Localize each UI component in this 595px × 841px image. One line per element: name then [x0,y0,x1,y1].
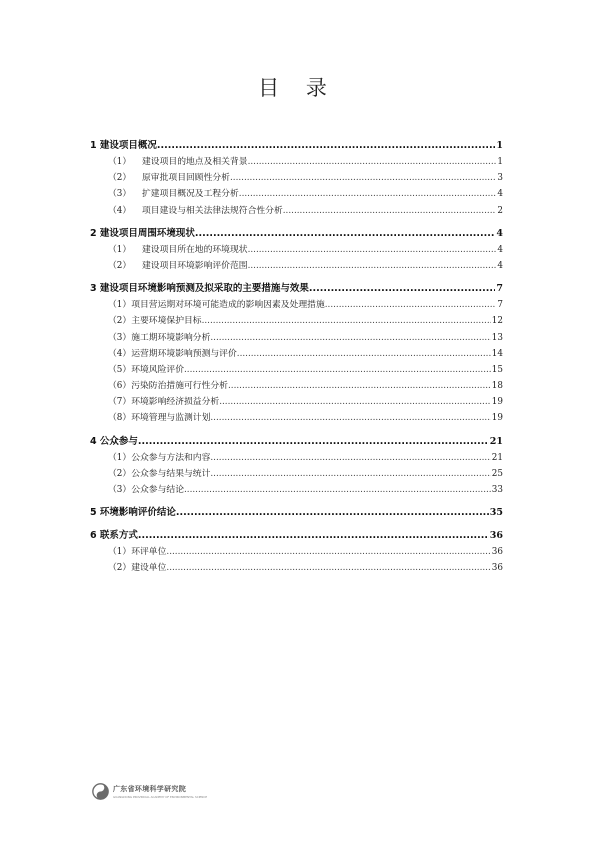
toc-subsection-label [108,154,248,170]
toc-subsection-entry[interactable] [90,330,503,346]
toc-leader-dots [157,137,495,154]
toc-subsection-title: 公众参与结论 [131,485,184,495]
toc-leader-dots [210,410,490,426]
toc-subsection-number: （1） [108,452,132,463]
toc-subsection-entry[interactable] [90,560,503,576]
toc-subsection-entry[interactable] [90,410,503,426]
toc-subsection-entry[interactable] [90,544,503,560]
toc-section-entry[interactable] [90,137,503,154]
toc-subsection-number: （6） [108,381,132,392]
toc-subsection-number: （3） [108,189,132,200]
toc-subsection-label [108,330,210,346]
toc-page-number: 1 [497,157,503,167]
toc-page-number: 4 [496,227,503,239]
toc-subsection-title: 建设项目的地点及相关背景 [142,157,248,167]
toc-page-number: 2 [497,205,503,216]
toc-subsection-entry[interactable] [90,242,503,258]
toc-leader-dots [239,186,497,202]
toc-subsection-number: （2） [108,563,132,574]
toc-subsection-number: （3） [108,332,132,343]
toc-leader-dots [219,394,491,410]
toc-subsection-entry[interactable] [90,466,503,482]
toc-page-number: 4 [497,244,503,255]
toc-leader-dots [309,280,495,297]
toc-leader-dots [176,504,489,521]
toc-subsection-label [108,362,184,378]
toc-subsection-title: 公众参与结果与统计 [131,468,211,479]
toc-subsection-title: 项目营运期对环境可能造成的影响因素及处理措施 [131,300,325,311]
toc-subsection-title: 运营期环境影响预测与评价 [131,348,237,359]
toc-leader-dots [210,450,490,466]
toc-subsection-entry[interactable] [90,362,503,378]
toc-page-number: 33 [491,485,503,495]
toc-section-title: 3 建设项目环境影响预测及拟采取的主要措施与效果 [90,283,309,295]
footer-org-text [113,784,207,799]
toc-subsection-label [108,450,210,466]
toc-leader-dots [248,154,497,170]
toc-subsection-number: （5） [108,364,132,375]
toc-subsection-number: （2） [108,468,132,479]
toc-leader-dots [166,544,490,560]
toc-leader-dots [210,330,490,346]
toc-page-number: 36 [491,547,503,558]
toc-subsection-label [108,544,166,560]
toc-page-number: 19 [491,413,503,424]
toc-leader-dots [248,242,497,258]
toc-section-title: 5 环境影响评价结论 [90,507,176,519]
toc-subsection-label [108,297,325,313]
toc-subsection-title: 污染防治措施可行性分析 [131,381,228,392]
toc-leader-dots [184,482,491,498]
toc-page-number: 14 [491,348,503,359]
toc-subsection-label [108,313,202,329]
toc-subsection-label [108,258,248,274]
toc-subsection-title: 环境影响经济损益分析 [131,397,220,408]
toc-subsection-label [108,466,210,482]
toc-leader-dots [138,433,489,450]
toc-page-number: 18 [491,381,503,392]
toc-subsection-number: （1） [108,300,132,311]
toc-subsection-number: （1） [108,547,132,558]
toc-subsection-title: 环境管理与监测计划 [131,413,211,424]
toc-subsection-number: （4） [108,205,132,216]
toc-leader-dots [138,527,489,544]
toc-page-number: 25 [491,468,503,479]
footer-logo [92,783,207,800]
toc-page-number: 19 [491,397,503,408]
toc-page-number: 1 [496,140,503,151]
toc-leader-dots [228,378,491,394]
toc-page-number: 4 [497,260,503,271]
toc-leader-dots [195,225,495,242]
toc-subsection-label [108,346,237,362]
toc-subsection-label [108,560,166,576]
toc-subsection-entry[interactable] [90,203,503,219]
toc-subsection-label [108,186,239,202]
toc-subsection-title: 建设项目所在地的环境现状 [142,244,248,255]
toc-subsection-title: 项目建设与相关法律法规符合性分析 [142,205,283,216]
toc-leader-dots [202,313,491,329]
toc-subsection-label [108,378,228,394]
toc-subsection-number: （2） [108,260,132,271]
toc-section-entry[interactable] [90,280,503,297]
toc-leader-dots [210,466,490,482]
toc-subsection-number: （2） [108,173,132,184]
toc-subsection-label [108,242,248,258]
toc-subsection-number: （8） [108,413,132,424]
toc-subsection-number: （4） [108,348,132,359]
toc-subsection-title: 公众参与方法和内容 [131,452,211,463]
toc-subsection-title: 环评单位 [131,547,167,558]
toc-page-number: 7 [496,283,503,295]
toc-subsection-title: 主要环境保护目标 [131,316,202,327]
toc-leader-dots [237,346,491,362]
toc-subsection-number: （7） [108,397,132,408]
toc-subsection-number: （2） [108,316,132,327]
toc-subsection-title: 建设项目环境影响评价范围 [142,260,248,271]
toc-subsection-label [108,203,283,219]
toc-page-number: 13 [491,332,503,343]
toc-subsection-number: （3） [108,485,132,495]
toc-subsection-entry[interactable] [90,450,503,466]
toc-subsection-entry[interactable] [90,258,503,274]
academy-logo-icon [92,783,109,800]
toc-subsection-entry[interactable] [90,297,503,313]
toc-subsection-title: 原审批项目回顾性分析 [142,173,230,184]
toc-section-title: 6 联系方式 [90,530,138,542]
toc-subsection-label [108,410,210,426]
toc-section-entry[interactable] [90,433,503,450]
toc-subsection-label [108,394,219,410]
toc-page-number: 12 [491,316,503,327]
toc-subsection-entry[interactable] [90,313,503,329]
toc-section-title: 4 公众参与 [90,435,138,447]
toc-subsection-entry[interactable] [90,482,503,498]
toc-section-entry[interactable] [90,504,503,521]
toc-page-number: 36 [491,563,503,574]
toc-section-title: 2 建设项目周围环境现状 [90,227,195,239]
toc-leader-dots [230,170,496,186]
toc-subsection-entry[interactable] [90,346,503,362]
toc-leader-dots [283,203,497,219]
toc-leader-dots [166,560,490,576]
toc-page-number: 4 [497,189,503,200]
footer-org-name: 广东省环境科学研究院 [113,785,186,793]
toc-section-entry[interactable] [90,225,503,242]
toc-page-number: 35 [489,507,503,519]
toc-subsection-entry[interactable] [90,394,503,410]
footer-org-english: GUANGDONG PROVINCIAL ACADEMY OF ENVIRONMENTAL SCIENCE [113,795,208,799]
toc-subsection-label [108,482,184,498]
toc-subsection-entry[interactable] [90,186,503,202]
toc-section-entry[interactable] [90,527,503,544]
toc-subsection-number: （1） [108,244,132,255]
toc-section-title: 1 建设项目概况 [90,140,157,151]
toc-subsection-title: 扩建项目概况及工程分析 [142,189,239,200]
toc-subsection-entry[interactable] [90,170,503,186]
toc-leader-dots [325,297,497,313]
toc-subsection-title: 施工期环境影响分析 [131,332,211,343]
toc-subsection-title: 环境风险评价 [131,364,184,375]
toc-page-number: 21 [489,435,503,447]
toc-subsection-title: 建设单位 [131,563,167,574]
toc-page-number: 36 [489,530,503,542]
toc-page-number: 15 [491,364,503,375]
toc-leader-dots [184,362,491,378]
table-of-contents [90,131,503,577]
toc-subsection-label [108,170,230,186]
toc-page-number: 21 [491,452,503,463]
toc-subsection-entry[interactable] [90,154,503,170]
toc-leader-dots [248,258,497,274]
toc-page-number: 3 [497,173,503,184]
toc-subsection-number: （1） [108,157,132,167]
page-title: 目 录 [258,76,337,100]
toc-subsection-entry[interactable] [90,378,503,394]
toc-page-number: 7 [497,300,503,311]
